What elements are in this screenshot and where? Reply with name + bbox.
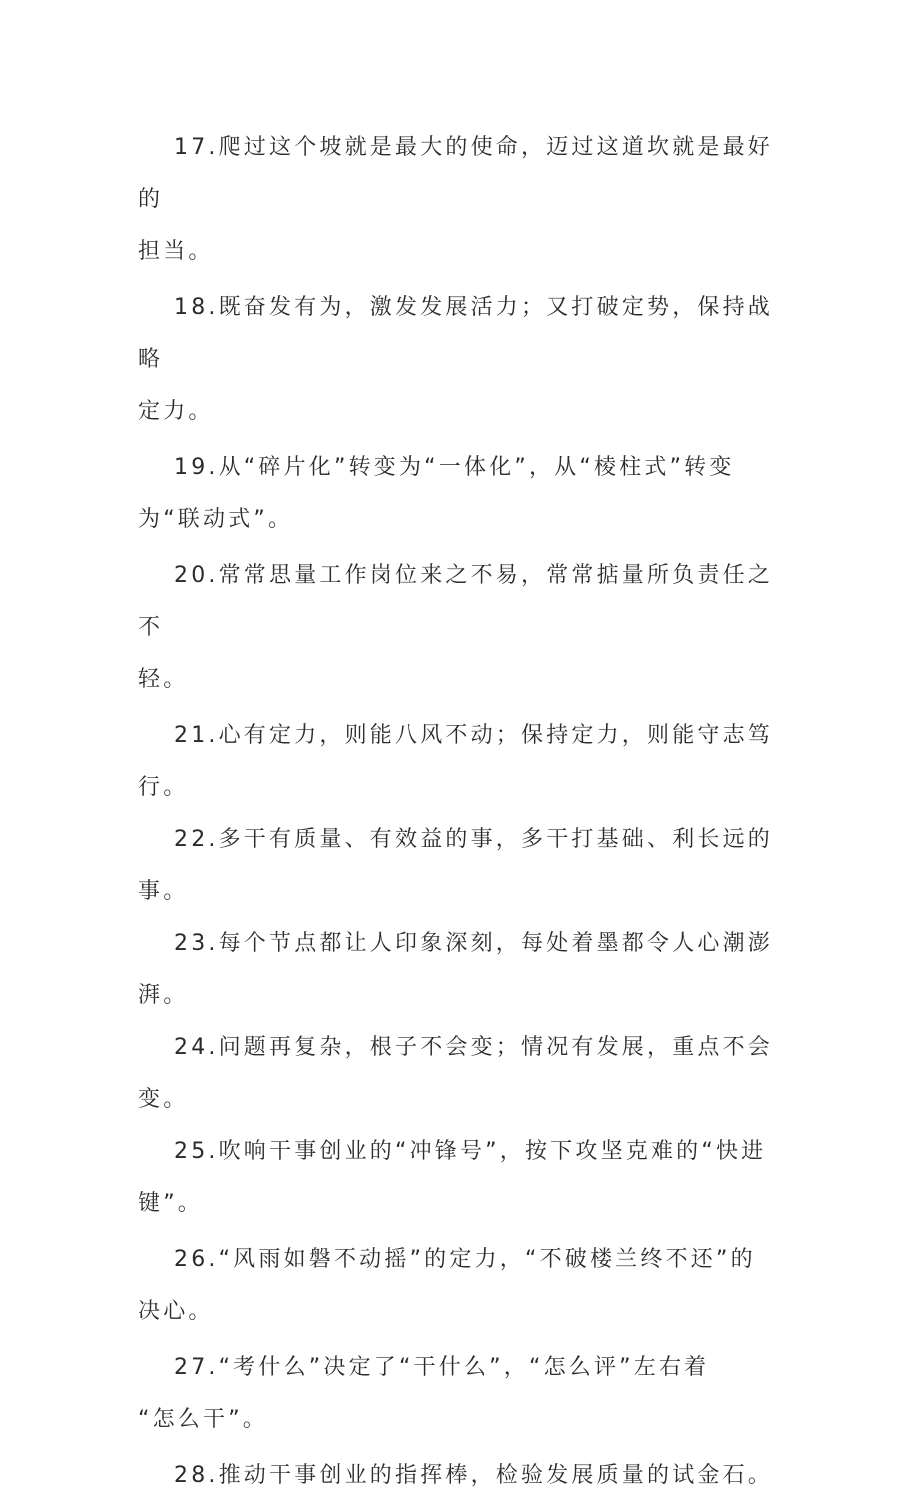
paragraph-20 bbox=[138, 550, 778, 706]
paragraph-line: 27.“考什么”决定了“干什么”，“怎么评”左右着 bbox=[174, 1355, 710, 1380]
paragraph-line: “怎么干”。 bbox=[138, 1407, 268, 1432]
paragraph-line: 23.每个节点都让人印象深刻，每处着墨都令人心潮澎湃。 bbox=[138, 931, 773, 1008]
paragraph-22 bbox=[138, 814, 778, 918]
document-body bbox=[138, 122, 778, 1502]
paragraph-19 bbox=[138, 442, 778, 546]
paragraph-line: 轻。 bbox=[138, 667, 189, 692]
paragraph-line: 17.爬过这个坡就是最大的使命，迈过这道坎就是最好的 bbox=[138, 135, 773, 212]
paragraph-17 bbox=[138, 122, 778, 278]
paragraph-24 bbox=[138, 1022, 778, 1126]
paragraph-line: 18.既奋发有为，激发发展活力；又打破定势，保持战略 bbox=[138, 295, 773, 372]
paragraph-21 bbox=[138, 710, 778, 814]
paragraph-27 bbox=[138, 1342, 778, 1446]
paragraph-line: 25.吹响干事创业的“冲锋号”，按下攻坚克难的“快进 bbox=[174, 1139, 767, 1164]
paragraph-line: 26.“风雨如磐不动摇”的定力，“不破楼兰终不还”的 bbox=[174, 1247, 756, 1272]
paragraph-line: 22.多干有质量、有效益的事，多干打基础、利长远的事。 bbox=[138, 827, 773, 904]
paragraph-line: 21.心有定力，则能八风不动；保持定力，则能守志笃行。 bbox=[138, 723, 773, 800]
paragraph-line: 24.问题再复杂，根子不会变；情况有发展，重点不会变。 bbox=[138, 1035, 773, 1112]
paragraph-line: 定力。 bbox=[138, 399, 214, 424]
paragraph-line: 19.从“碎片化”转变为“一体化”，从“棱柱式”转变 bbox=[174, 455, 735, 480]
paragraph-28 bbox=[138, 1450, 778, 1502]
paragraph-18 bbox=[138, 282, 778, 438]
paragraph-23 bbox=[138, 918, 778, 1022]
paragraph-line: 为“联动式”。 bbox=[138, 507, 294, 532]
paragraph-line: 决心。 bbox=[138, 1299, 214, 1324]
paragraph-25 bbox=[138, 1126, 778, 1230]
paragraph-line: 28.推动干事创业的指挥棒，检验发展质量的试金石。 bbox=[174, 1463, 773, 1488]
paragraph-line: 担当。 bbox=[138, 239, 214, 264]
paragraph-line: 20.常常思量工作岗位来之不易，常常掂量所负责任之不 bbox=[138, 563, 773, 640]
paragraph-line: 键”。 bbox=[138, 1191, 203, 1216]
paragraph-26 bbox=[138, 1234, 778, 1338]
